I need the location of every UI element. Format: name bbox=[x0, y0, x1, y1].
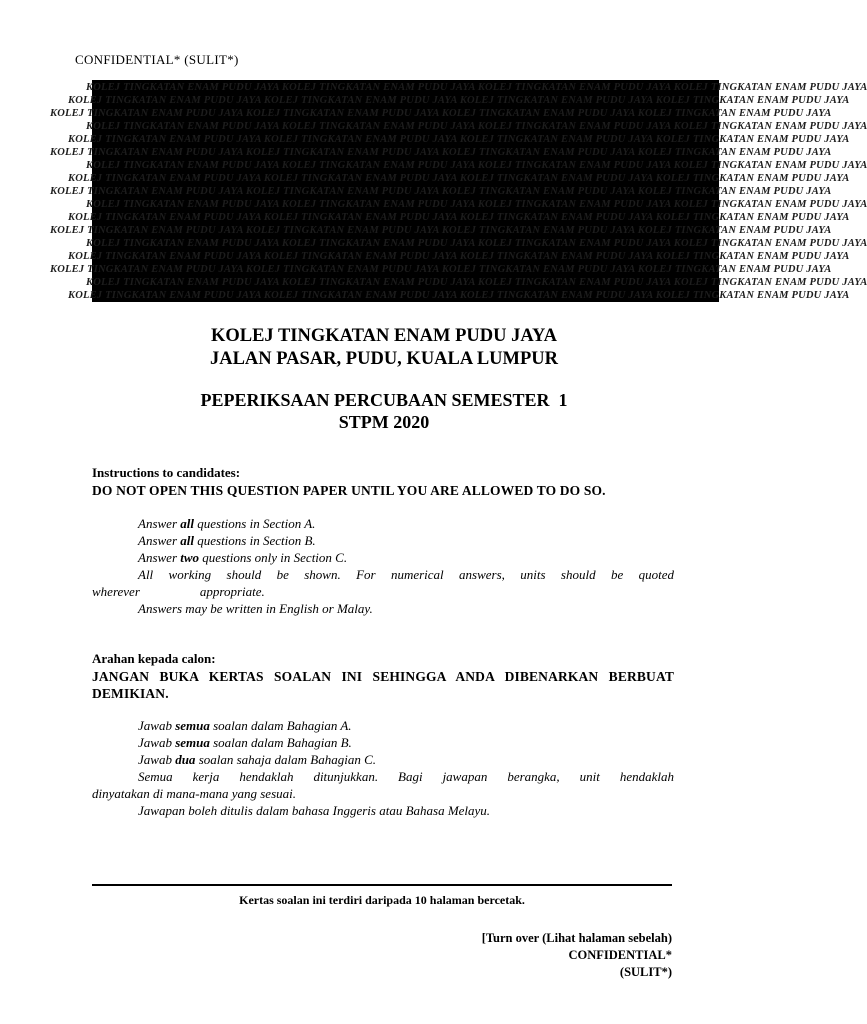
watermark-line: KOLEJ TINGKATAN ENAM PUDU JAYA KOLEJ TINGKATAN ENAM PUDU JAYA KOLEJ TINGKATAN ENAM PUDU JAYA KOLEJ TINGKATAN ENAM PUDU JAYA bbox=[68, 212, 850, 223]
watermark-line: KOLEJ TINGKATAN ENAM PUDU JAYA KOLEJ TINGKATAN ENAM PUDU JAYA KOLEJ TINGKATAN ENAM PUDU JAYA KOLEJ TINGKATAN ENAM PUDU JAYA bbox=[50, 147, 832, 158]
instructions-heading: Instructions to candidates: bbox=[92, 465, 241, 480]
watermark-line: KOLEJ TINGKATAN ENAM PUDU JAYA KOLEJ TINGKATAN ENAM PUDU JAYA KOLEJ TINGKATAN ENAM PUDU JAYA KOLEJ TINGKATAN ENAM PUDU JAYA bbox=[68, 134, 850, 145]
watermark-line: KOLEJ TINGKATAN ENAM PUDU JAYA KOLEJ TINGKATAN ENAM PUDU JAYA KOLEJ TINGKATAN ENAM PUDU JAYA KOLEJ TINGKATAN ENAM PUDU JAYA bbox=[68, 173, 850, 184]
list-item-continued: dinyatakan di mana-mana yang sesuai. bbox=[92, 786, 297, 801]
list-item: All working should be shown. For numerical answers, units should be quoted bbox=[138, 567, 674, 582]
page-count-note: Kertas soalan ini terdiri daripada 10 halaman bercetak. bbox=[239, 893, 525, 907]
watermark-line: KOLEJ TINGKATAN ENAM PUDU JAYA KOLEJ TINGKATAN ENAM PUDU JAYA KOLEJ TINGKATAN ENAM PUDU JAYA KOLEJ TINGKATAN ENAM PUDU JAYA bbox=[68, 95, 850, 106]
watermark-line: KOLEJ TINGKATAN ENAM PUDU JAYA KOLEJ TINGKATAN ENAM PUDU JAYA KOLEJ TINGKATAN ENAM PUDU JAYA KOLEJ TINGKATAN ENAM PUDU JAYA bbox=[50, 264, 832, 275]
instructions-warning: DO NOT OPEN THIS QUESTION PAPER UNTIL YOU ARE ALLOWED TO DO SO. bbox=[92, 483, 606, 498]
watermark-line: KOLEJ TINGKATAN ENAM PUDU JAYA KOLEJ TINGKATAN ENAM PUDU JAYA KOLEJ TINGKATAN ENAM PUDU JAYA KOLEJ TINGKATAN ENAM PUDU JAYA bbox=[68, 290, 850, 301]
watermark-line: KOLEJ TINGKATAN ENAM PUDU JAYA KOLEJ TINGKATAN ENAM PUDU JAYA KOLEJ TINGKATAN ENAM PUDU JAYA KOLEJ TINGKATAN ENAM PUDU JAYA bbox=[86, 277, 867, 288]
list-item: Jawab dua soalan sahaja dalam Bahagian C. bbox=[138, 752, 377, 767]
list-item: Answer all questions in Section B. bbox=[138, 533, 316, 548]
list-item: Jawab semua soalan dalam Bahagian B. bbox=[138, 735, 352, 750]
exam-title-block bbox=[0, 389, 768, 433]
school-block bbox=[0, 325, 768, 371]
watermark-line: KOLEJ TINGKATAN ENAM PUDU JAYA KOLEJ TINGKATAN ENAM PUDU JAYA KOLEJ TINGKATAN ENAM PUDU JAYA KOLEJ TINGKATAN ENAM PUDU JAYA bbox=[50, 186, 832, 197]
watermark-line: KOLEJ TINGKATAN ENAM PUDU JAYA KOLEJ TINGKATAN ENAM PUDU JAYA KOLEJ TINGKATAN ENAM PUDU JAYA KOLEJ TINGKATAN ENAM PUDU JAYA bbox=[86, 82, 867, 93]
list-item: Answers may be written in English or Malay. bbox=[138, 601, 373, 616]
watermark-line: KOLEJ TINGKATAN ENAM PUDU JAYA KOLEJ TINGKATAN ENAM PUDU JAYA KOLEJ TINGKATAN ENAM PUDU JAYA KOLEJ TINGKATAN ENAM PUDU JAYA bbox=[68, 251, 850, 262]
watermark-banner bbox=[50, 80, 867, 302]
watermark-line: KOLEJ TINGKATAN ENAM PUDU JAYA KOLEJ TINGKATAN ENAM PUDU JAYA KOLEJ TINGKATAN ENAM PUDU JAYA KOLEJ TINGKATAN ENAM PUDU JAYA bbox=[86, 121, 867, 132]
list-item: Jawab semua soalan dalam Bahagian A. bbox=[138, 718, 352, 733]
list-item: Answer all questions in Section A. bbox=[138, 516, 316, 531]
list-item: Semua kerja hendaklah ditunjukkan. Bagi jawapan berangka, unit hendaklah bbox=[138, 769, 674, 784]
confidential-header: CONFIDENTIAL* (SULIT*) bbox=[75, 52, 239, 67]
footer-divider bbox=[92, 884, 672, 886]
arahan-list bbox=[92, 717, 674, 819]
exam-subtitle: STPM 2020 bbox=[338, 412, 430, 432]
watermark-line: KOLEJ TINGKATAN ENAM PUDU JAYA KOLEJ TINGKATAN ENAM PUDU JAYA KOLEJ TINGKATAN ENAM PUDU JAYA KOLEJ TINGKATAN ENAM PUDU JAYA bbox=[86, 238, 867, 249]
school-name: KOLEJ TINGKATAN ENAM PUDU JAYA bbox=[210, 326, 558, 346]
watermark-line: KOLEJ TINGKATAN ENAM PUDU JAYA KOLEJ TINGKATAN ENAM PUDU JAYA KOLEJ TINGKATAN ENAM PUDU JAYA KOLEJ TINGKATAN ENAM PUDU JAYA bbox=[86, 199, 867, 210]
footer-confidential: CONFIDENTIAL* bbox=[568, 948, 672, 962]
list-item-continued: wherever appropriate. bbox=[92, 584, 265, 599]
turn-over-label: [Turn over (Lihat halaman sebelah) bbox=[481, 931, 672, 945]
list-item: Answer two questions only in Section C. bbox=[138, 550, 348, 565]
watermark-line: KOLEJ TINGKATAN ENAM PUDU JAYA KOLEJ TINGKATAN ENAM PUDU JAYA KOLEJ TINGKATAN ENAM PUDU JAYA KOLEJ TINGKATAN ENAM PUDU JAYA bbox=[50, 108, 832, 119]
footer-turn-over bbox=[482, 930, 672, 981]
exam-title: PEPERIKSAAN PERCUBAAN SEMESTER 1 bbox=[200, 390, 568, 410]
arahan-heading: Arahan kepada calon: bbox=[92, 651, 216, 666]
footer-sulit: (SULIT*) bbox=[619, 965, 672, 979]
arahan-warning: JANGAN BUKA KERTAS SOALAN INI SEHINGGA ANDA DIBENARKAN BERBUAT DEMIKIAN. bbox=[92, 669, 674, 701]
watermark-line: KOLEJ TINGKATAN ENAM PUDU JAYA KOLEJ TINGKATAN ENAM PUDU JAYA KOLEJ TINGKATAN ENAM PUDU JAYA KOLEJ TINGKATAN ENAM PUDU JAYA bbox=[50, 225, 832, 236]
instructions-list bbox=[92, 515, 674, 617]
watermark-line: KOLEJ TINGKATAN ENAM PUDU JAYA KOLEJ TINGKATAN ENAM PUDU JAYA KOLEJ TINGKATAN ENAM PUDU JAYA KOLEJ TINGKATAN ENAM PUDU JAYA bbox=[86, 160, 867, 171]
list-item: Jawapan boleh ditulis dalam bahasa Inggeris atau Bahasa Melayu. bbox=[138, 803, 491, 818]
school-address: JALAN PASAR, PUDU, KUALA LUMPUR bbox=[209, 349, 559, 369]
